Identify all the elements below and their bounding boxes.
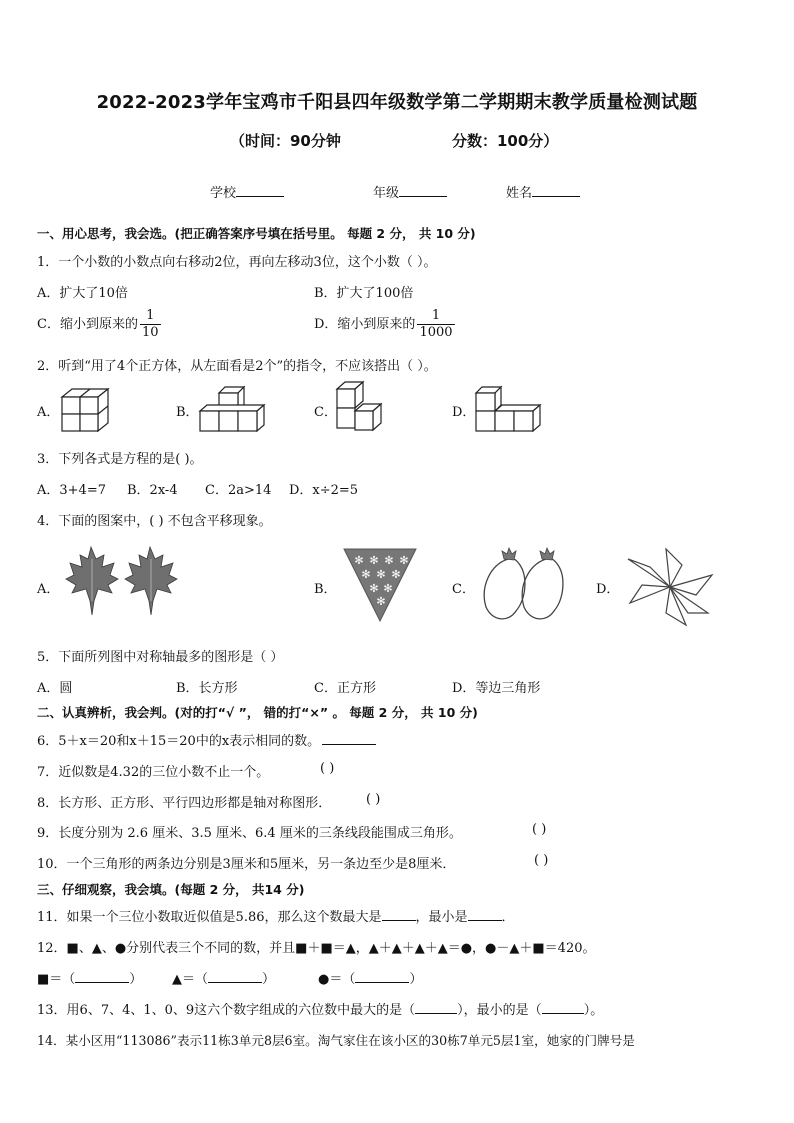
question-7-text: 7．近似数是4.32的三位小数不止一个。 xyxy=(37,765,270,780)
q12-triangle-label: ▲＝（ xyxy=(172,972,208,987)
q12-triangle-answer xyxy=(172,968,275,987)
svg-text:✻: ✻ xyxy=(376,595,386,608)
q5-option-c: C．正方形 xyxy=(314,681,376,696)
fraction-1-10 xyxy=(140,308,161,341)
question-11-end: ． xyxy=(501,910,515,925)
q1-option-d xyxy=(314,308,455,341)
q12-square-close: ） xyxy=(129,972,143,987)
cube-figure-c xyxy=(337,381,385,433)
question-6 xyxy=(37,730,376,749)
q4-option-c: C． xyxy=(452,582,475,597)
section3-heading: 三、仔细观察，我会填。(每题 2 分， 共14 分) xyxy=(37,882,305,897)
answer-blank-12-triangle[interactable] xyxy=(208,970,262,983)
answer-blank-12-circle[interactable] xyxy=(355,970,409,983)
fraction-numerator: 1 xyxy=(417,308,454,325)
snowflake-triangle-figure xyxy=(344,547,416,623)
q12-circle-answer xyxy=(318,968,422,987)
q1-option-c-label: C．缩小到原来的 xyxy=(37,317,138,332)
q12-circle-label: ●＝（ xyxy=(318,972,356,987)
question-11-text: 11．如果一个三位小数取近似值是5.86，那么这个数最大是 xyxy=(37,910,382,925)
question-13 xyxy=(37,999,603,1018)
answer-paren-9[interactable]: ( ) xyxy=(532,822,547,837)
q4-option-b: B． xyxy=(314,582,337,597)
school-label: 学校 xyxy=(210,186,237,201)
question-1: 1．一个小数的小数点向右移动2位，再向左移动3位，这个小数（ ）。 xyxy=(37,255,437,270)
q12-square-answer xyxy=(37,968,142,987)
question-2: 2．听到“用了4个正方体，从左面看是2个”的指令，不应该搭出（ ）。 xyxy=(37,359,437,374)
pinwheel-figure xyxy=(624,547,716,629)
q5-option-d: D．等边三角形 xyxy=(452,681,541,696)
svg-text:✻: ✻ xyxy=(383,582,393,595)
svg-text:✻: ✻ xyxy=(354,554,364,567)
q5-option-a: A．圆 xyxy=(37,681,73,696)
q4-option-a: A． xyxy=(37,582,60,597)
answer-paren-7[interactable]: ( ) xyxy=(320,761,335,776)
grade-label: 年级 xyxy=(373,186,400,201)
question-8: 8．长方形、正方形、平行四边形都是轴对称图形． xyxy=(37,796,332,811)
cube-figure-a xyxy=(62,385,110,433)
section1-heading: 一、用心思考，我会选。(把正确答案序号填在括号里。 每题 2 分， 共 10 分) xyxy=(37,226,476,241)
q12-triangle-close: ） xyxy=(262,972,276,987)
question-6-text: 6．5＋x＝20和x＋15＝20中的x表示相同的数。 xyxy=(37,734,321,749)
q4-option-d: D． xyxy=(596,582,620,597)
q2-option-b: B． xyxy=(176,405,199,420)
q1-option-c xyxy=(37,308,161,341)
answer-paren-10[interactable]: ( ) xyxy=(534,853,549,868)
answer-blank-12-square[interactable] xyxy=(75,970,129,983)
q2-option-d: D． xyxy=(452,405,476,420)
q12-circle-close: ） xyxy=(409,972,423,987)
svg-text:✻: ✻ xyxy=(369,554,379,567)
question-7 xyxy=(37,761,269,780)
q3-option-c: C．2a>14 xyxy=(205,483,272,498)
question-3: 3．下列各式是方程的是( )。 xyxy=(37,452,203,467)
two-rooster-shapes-figure xyxy=(480,545,580,627)
question-13-text: 13．用6、7、4、1、0、9这六个数字组成的六位数中最大的是（ xyxy=(37,1003,416,1018)
q2-option-a: A． xyxy=(37,405,60,420)
grade-field[interactable] xyxy=(373,182,447,201)
cube-figure-b xyxy=(200,385,270,433)
q3-option-b: B．2x-4 xyxy=(127,483,178,498)
question-13-end: ）。 xyxy=(583,1003,604,1018)
q3-option-d: D．x÷2=5 xyxy=(289,483,359,498)
name-field[interactable] xyxy=(506,182,580,201)
question-11-text-2: ，最小是 xyxy=(415,910,468,925)
section2-heading: 二、认真辨析，我会判。(对的打“√ ”， 错的打“×” 。 每题 2 分， 共 10 分) xyxy=(37,705,478,720)
q1-option-d-label: D．缩小到原来的 xyxy=(314,317,416,332)
q2-option-c: C． xyxy=(314,405,337,420)
question-5: 5．下面所列图中对称轴最多的图形是（ ） xyxy=(37,650,284,665)
grade-blank[interactable] xyxy=(399,184,447,197)
svg-text:✻: ✻ xyxy=(361,568,371,581)
svg-text:✻: ✻ xyxy=(391,568,401,581)
name-blank[interactable] xyxy=(532,184,580,197)
fraction-numerator: 1 xyxy=(140,308,161,325)
question-11 xyxy=(37,906,515,925)
fraction-1-1000 xyxy=(417,308,454,341)
svg-text:✻: ✻ xyxy=(369,582,379,595)
question-4: 4．下面的图案中，( ) 不包含平移现象。 xyxy=(37,514,272,529)
svg-text:✻: ✻ xyxy=(399,554,409,567)
question-12: 12．■、▲、●分别代表三个不同的数，并且■＋■＝▲，▲＋▲＋▲＋▲＝●，●－▲＋■＝420。 xyxy=(37,941,596,956)
question-14: 14．某小区用“113086”表示11栋3单元8层6室。淘气家住在该小区的30栋7单元5层1室，她家的门牌号是 xyxy=(37,1033,635,1048)
answer-blank-11-min[interactable] xyxy=(468,908,502,921)
name-label: 姓名 xyxy=(506,186,533,201)
question-10: 10．一个三角形的两条边分别是3厘米和5厘米，另一条边至少是8厘米． xyxy=(37,857,456,872)
answer-blank-11-max[interactable] xyxy=(382,908,416,921)
exam-score: 分数：100分） xyxy=(452,132,559,150)
cube-figure-d xyxy=(476,385,546,433)
answer-paren-8[interactable]: ( ) xyxy=(366,792,381,807)
svg-text:✻: ✻ xyxy=(384,554,394,567)
q1-option-a: A．扩大了10倍 xyxy=(37,286,128,301)
q3-option-a: A．3+4=7 xyxy=(37,483,106,498)
exam-time: （时间：90分钟 xyxy=(230,132,341,150)
q1-option-b: B．扩大了100倍 xyxy=(314,286,414,301)
answer-blank-13-max[interactable] xyxy=(415,1001,457,1014)
school-field[interactable] xyxy=(210,182,284,201)
answer-blank-13-min[interactable] xyxy=(542,1001,584,1014)
exam-title: 2022-2023学年宝鸡市千阳县四年级数学第二学期期末教学质量检测试题 xyxy=(96,92,698,113)
question-9: 9．长度分别为 2.6 厘米、3.5 厘米、6.4 厘米的三条线段能围成三角形。 xyxy=(37,826,462,841)
fraction-denominator: 1000 xyxy=(419,325,453,340)
q12-square-label: ■＝（ xyxy=(37,972,76,987)
svg-text:✻: ✻ xyxy=(376,568,386,581)
maple-leaves-figure xyxy=(62,545,180,621)
answer-blank-6[interactable] xyxy=(322,732,376,745)
q5-option-b: B．长方形 xyxy=(176,681,238,696)
fraction-denominator: 10 xyxy=(141,325,159,340)
question-13-text-2: ），最小的是（ xyxy=(457,1003,542,1018)
school-blank[interactable] xyxy=(236,184,284,197)
